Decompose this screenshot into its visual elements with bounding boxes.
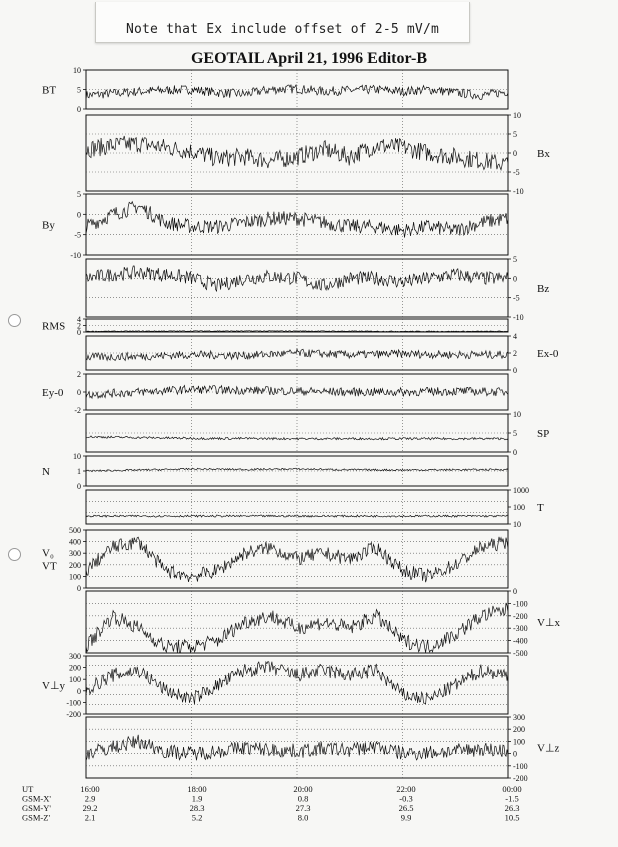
footer-row-label: GSM-Z' — [22, 812, 50, 823]
panel-frame — [86, 259, 508, 317]
footer-value: 1.9 — [191, 793, 203, 804]
y-tick-label: 2 — [513, 349, 517, 358]
panel-label: V₀ — [42, 547, 54, 560]
y-tick-label: -500 — [513, 649, 528, 658]
y-tick-label: -2 — [74, 406, 81, 415]
y-tick-label: -300 — [513, 624, 528, 634]
panel-frame — [86, 490, 508, 524]
footer-value: 5.2 — [191, 812, 203, 823]
y-tick-label: 10 — [513, 520, 521, 529]
y-tick-label: 200 — [69, 560, 81, 570]
y-tick-label: 5 — [77, 85, 81, 95]
y-tick-label: 5 — [513, 429, 517, 438]
y-tick-label: 100 — [513, 503, 525, 512]
y-tick-label: 0 — [513, 149, 517, 158]
panel-label: Ex-0 — [537, 348, 559, 360]
y-tick-label: 100 — [69, 675, 81, 685]
y-tick-label: 0 — [513, 587, 517, 596]
y-tick-label: 2 — [77, 370, 81, 379]
y-tick-label: -5 — [513, 293, 520, 303]
y-tick-label: 10 — [73, 66, 81, 75]
panel-label: RMS — [42, 320, 66, 333]
y-tick-label: 0 — [513, 749, 517, 759]
y-tick-label: -100 — [513, 761, 528, 771]
footer-row-label: GSM-X' — [22, 793, 51, 804]
data-series-line — [86, 436, 508, 440]
footer-value: 2.1 — [84, 812, 96, 823]
footer-value: 00:00 — [502, 784, 522, 794]
y-tick-label: 200 — [69, 663, 81, 673]
footer-value: 0.8 — [297, 793, 309, 804]
y-tick-label: -200 — [66, 710, 81, 719]
y-tick-label: 10 — [73, 452, 81, 461]
panel-label: VT — [42, 560, 57, 573]
y-tick-label: -5 — [513, 168, 520, 177]
panel-label: V⊥x — [537, 617, 561, 629]
note-text: Note that Ex include offset of 2-5 mV/m — [125, 22, 440, 37]
y-tick-label: 300 — [69, 549, 81, 559]
panel-label: Bx — [537, 148, 550, 160]
footer-value: 26.5 — [398, 803, 414, 813]
footer-row-label: UT — [22, 784, 34, 794]
y-tick-label: 300 — [69, 652, 81, 661]
footer-value: 2.9 — [84, 793, 96, 804]
y-tick-label: 400 — [69, 537, 81, 547]
footer-value: 10.5 — [504, 812, 520, 823]
y-tick-label: -200 — [513, 774, 528, 783]
y-tick-label: -200 — [513, 611, 528, 621]
panel-label: SP — [537, 428, 550, 440]
y-tick-label: 5 — [77, 190, 81, 199]
y-tick-label: 100 — [513, 737, 525, 747]
y-tick-label: 10 — [513, 410, 521, 419]
data-series-line — [86, 515, 508, 517]
page-title: GEOTAIL April 21, 1996 Editor-B — [190, 50, 428, 67]
y-tick-label: -10 — [70, 251, 81, 260]
y-tick-label: 0 — [77, 388, 81, 397]
footer-value: 29.2 — [82, 803, 98, 813]
panel-label: BT — [42, 84, 57, 97]
y-tick-label: -5 — [74, 230, 81, 240]
y-tick-label: 1000 — [513, 486, 529, 495]
y-tick-label: 0 — [513, 274, 517, 284]
panel-label: By — [42, 219, 55, 232]
y-tick-label: 0 — [77, 686, 81, 696]
footer-value: 27.3 — [295, 803, 311, 813]
y-tick-label: -10 — [513, 187, 524, 196]
y-tick-label: -100 — [513, 599, 528, 609]
y-tick-label: 100 — [69, 572, 81, 582]
footer-value: -1.5 — [505, 793, 519, 804]
y-tick-label: -400 — [513, 636, 528, 646]
panel-label: N — [42, 466, 50, 478]
footer-value: 9.9 — [400, 812, 412, 823]
data-series-line — [86, 202, 508, 238]
panel-label: Ey-0 — [42, 387, 64, 399]
footer-value: 18:00 — [187, 784, 207, 794]
y-tick-label: 5 — [513, 255, 517, 264]
footer-value: 20:00 — [293, 784, 313, 794]
y-tick-label: 500 — [69, 526, 81, 535]
y-tick-label: 200 — [513, 725, 525, 735]
footer-row-label: GSM-Y' — [22, 803, 51, 813]
y-tick-label: 300 — [513, 713, 525, 722]
y-tick-label: 0 — [513, 448, 517, 457]
y-tick-label: 5 — [513, 130, 517, 139]
footer-value: 16:00 — [80, 784, 100, 794]
y-tick-label: -100 — [66, 698, 81, 708]
y-tick-label: 0 — [77, 328, 81, 337]
footer-value: -0.3 — [399, 793, 413, 804]
footer-value: 26.3 — [504, 803, 520, 813]
y-tick-label: -10 — [513, 313, 524, 322]
y-tick-label: 0 — [77, 105, 81, 114]
y-tick-label: 1 — [77, 467, 81, 476]
footer-value: 28.3 — [189, 803, 205, 813]
y-tick-label: 4 — [77, 315, 81, 324]
y-tick-label: 0 — [513, 366, 517, 375]
footer-value: 22:00 — [396, 784, 416, 794]
panel-label: V⊥z — [537, 742, 560, 755]
y-tick-label: 2 — [77, 321, 81, 331]
panel-label: T — [537, 502, 544, 514]
y-tick-label: 0 — [77, 482, 81, 491]
panel-label: Bz — [537, 283, 550, 295]
panel-label: V⊥y — [42, 680, 66, 692]
y-tick-label: 10 — [513, 111, 521, 120]
y-tick-label: 0 — [77, 584, 81, 593]
y-tick-label: 4 — [513, 332, 517, 341]
footer-value: 8.0 — [297, 812, 309, 823]
y-tick-label: 0 — [77, 210, 81, 220]
